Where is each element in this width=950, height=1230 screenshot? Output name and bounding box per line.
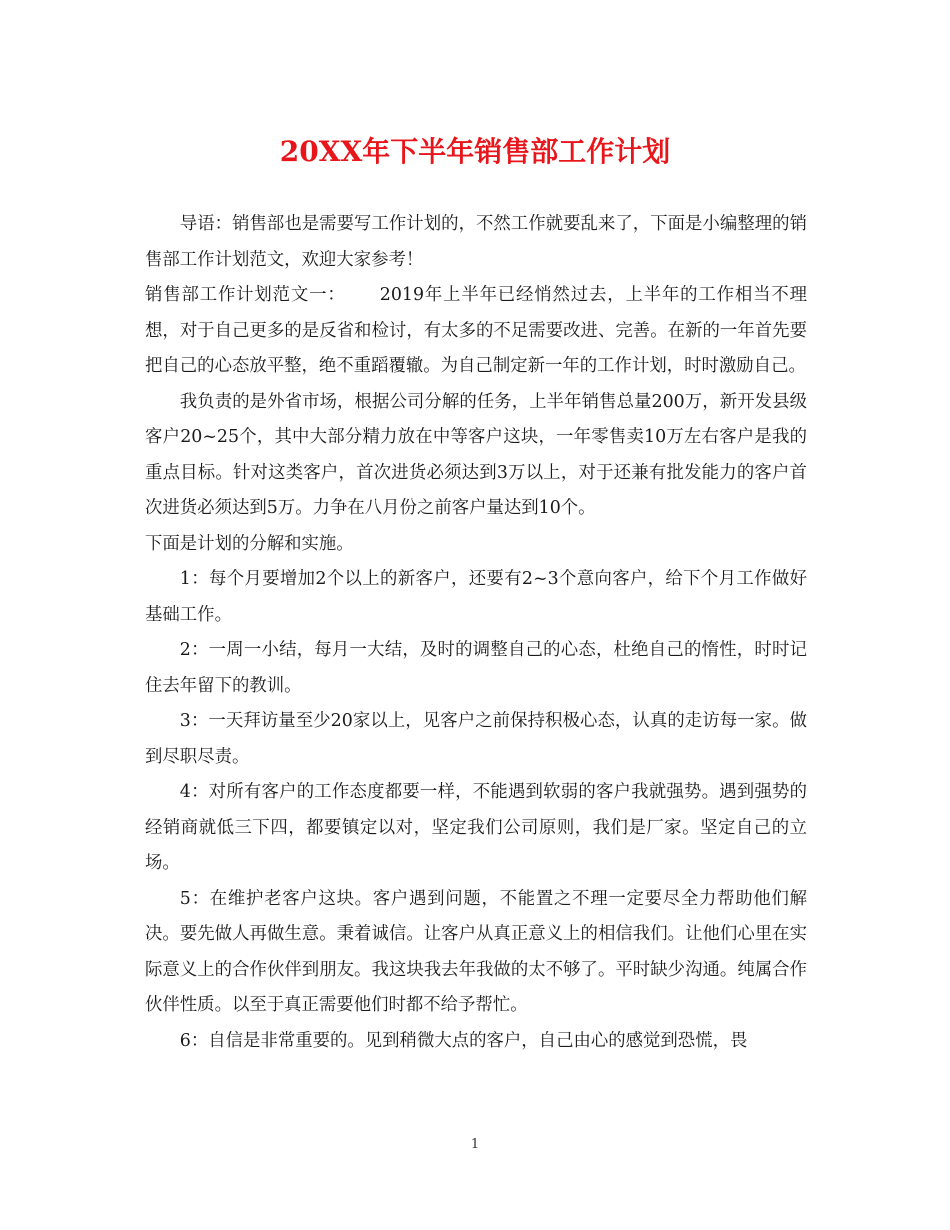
plan-intro-paragraph: 下面是计划的分解和实施。 bbox=[145, 533, 354, 554]
market-paragraph: 我负责的是外省市场，根据公司分解的任务，上半年销售总量200万，新开发县级客户20~25个，其中大部分精力放在中等客户这块，一年零售卖10万左右客户是我的重点目标。针对这类客户，首次进货必须达到3万以上，对于还兼有批发能力的客户首次进货必须达到5万。力争在八月份之前客户量达到10个。 bbox=[145, 391, 807, 518]
plan-item-6: 6：自信是非常重要的。见到稍微大点的客户，自己由心的感觉到恐慌，畏 bbox=[179, 1030, 748, 1051]
document-title: 20XX年下半年销售部工作计划 bbox=[279, 135, 671, 168]
sample-one-paragraph: 销售部工作计划范文一： 2019年上半年已经悄然过去，上半年的工作相当不理想，对于自己更多的是反省和检讨，有太多的不足需要改进、完善。在新的一年首先要把自己的心态放平整，绝不重蹈覆辙。为自己制定新一年的工作计划，时时激励自己。 bbox=[145, 285, 807, 376]
plan-item-4: 4：对所有客户的工作态度都要一样，不能遇到软弱的客户我就强势。遇到强势的经销商就低三下四，都要镇定以对，坚定我们公司原则，我们是厂家。坚定自己的立场。 bbox=[145, 782, 807, 873]
page-number: 1 bbox=[470, 1137, 480, 1152]
plan-item-2: 2：一周一小结，每月一大结，及时的调整自己的心态，杜绝自己的惰性，时时记住去年留下的教训。 bbox=[145, 640, 807, 696]
document-body bbox=[145, 207, 807, 1059]
intro-paragraph: 导语：销售部也是需要写工作计划的，不然工作就要乱来了，下面是小编整理的销售部工作计划范文，欢迎大家参考！ bbox=[145, 214, 807, 270]
plan-item-3: 3：一天拜访量至少20家以上，见客户之前保持积极心态，认真的走访每一家。做到尽职尽责。 bbox=[145, 711, 807, 767]
plan-item-5: 5：在维护老客户这块。客户遇到问题，不能置之不理一定要尽全力帮助他们解决。要先做人再做生意。秉着诚信。让客户从真正意义上的相信我们。让他们心里在实际意义上的合作伙伴到朋友。我这块我去年我做的太不够了。平时缺少沟通。纯属合作伙伴性质。以至于真正需要他们时都不给予帮忙。 bbox=[145, 888, 807, 1015]
plan-item-1: 1：每个月要增加2个以上的新客户，还要有2~3个意向客户，给下个月工作做好基础工作。 bbox=[145, 569, 807, 625]
